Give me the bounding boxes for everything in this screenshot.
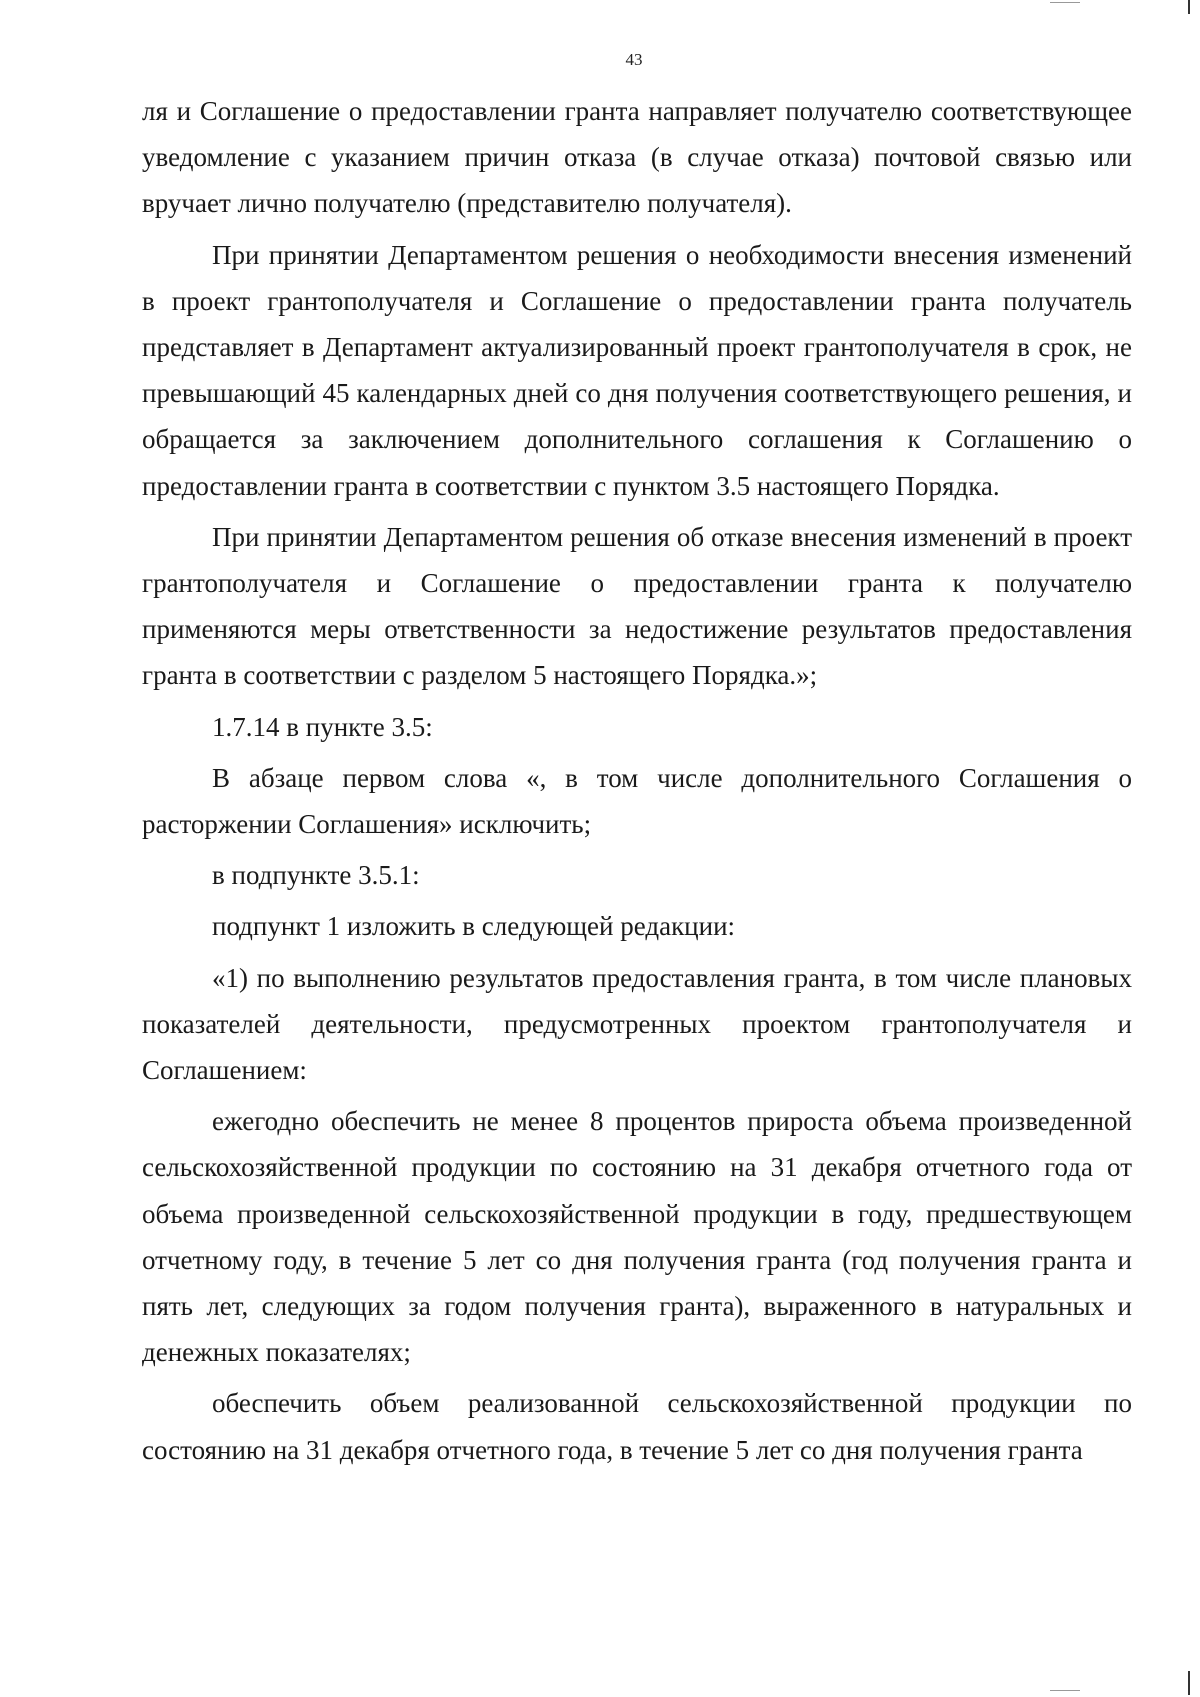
- paragraph-item-1-7-14: 1.7.14 в пункте 3.5:: [212, 711, 433, 742]
- paragraph-subitem-3-5-1: в подпункте 3.5.1:: [212, 860, 420, 891]
- paragraph-continuation: ля и Соглашение о предоставлении гранта направляет получателю соответствующее уведомление с указанием причин отказа (в случае отказа) почтовой связью или вручает лично получателю (представителю получателя).: [142, 96, 1132, 219]
- paragraph-changes-decision: При принятии Департаментом решения о необходимости внесения изменений в проект грантополучателя и Соглашение о предоставлении гранта получатель представляет в Департамент актуализированный проект грантополучателя в срок, не превышающий 45 календарных дней со дня получения соответствующего решения, и обращается за заключением дополнительного соглашения к Соглашению о предоставлении гранта в соответствии с пунктом 3.5 настоящего Порядка.: [142, 239, 1132, 501]
- document-body: [142, 88, 1132, 1478]
- paragraph-first-abzats: В абзаце первом слова «, в том числе дополнительного Соглашения о расторжении Соглашения» исключить;: [142, 762, 1132, 840]
- paragraph-annual-growth: ежегодно обеспечить не менее 8 процентов прироста объема произведенной сельскохозяйственной продукции по состоянию на 31 декабря отчетного года от объема произведенной сельскохозяйственной продукции в году, предшествующем отчетному году, в течение 5 лет со дня получения гранта (год получения гранта и пять лет, следующих за годом получения гранта), выраженного в натуральных и денежных показателях;: [142, 1106, 1132, 1368]
- scan-edge-mark: [1050, 1690, 1080, 1691]
- paragraph-sales-volume: обеспечить объем реализованной сельскохозяйственной продукции по состоянию на 31 декабря отчетного года, в течение 5 лет со дня получения гранта: [142, 1388, 1132, 1465]
- scan-edge-mark: [1188, 1671, 1190, 1695]
- page-number: 43: [625, 50, 643, 69]
- paragraph-refusal-decision: При принятии Департаментом решения об отказе внесения изменений в проект грантополучателя и Соглашение о предоставлении гранта к получателю применяются меры ответственности за недостижение результатов предоставления гранта в соответствии с разделом 5 настоящего Порядка.»;: [142, 521, 1132, 691]
- scan-edge-mark: [1188, 0, 1190, 14]
- paragraph-results-fulfillment: «1) по выполнению результатов предоставления гранта, в том числе плановых показателей деятельности, предусмотренных проектом грантополучателя и Соглашением:: [142, 962, 1132, 1086]
- scan-edge-mark: [1050, 2, 1080, 3]
- paragraph-subitem-1-edit: подпункт 1 изложить в следующей редакции:: [212, 911, 736, 942]
